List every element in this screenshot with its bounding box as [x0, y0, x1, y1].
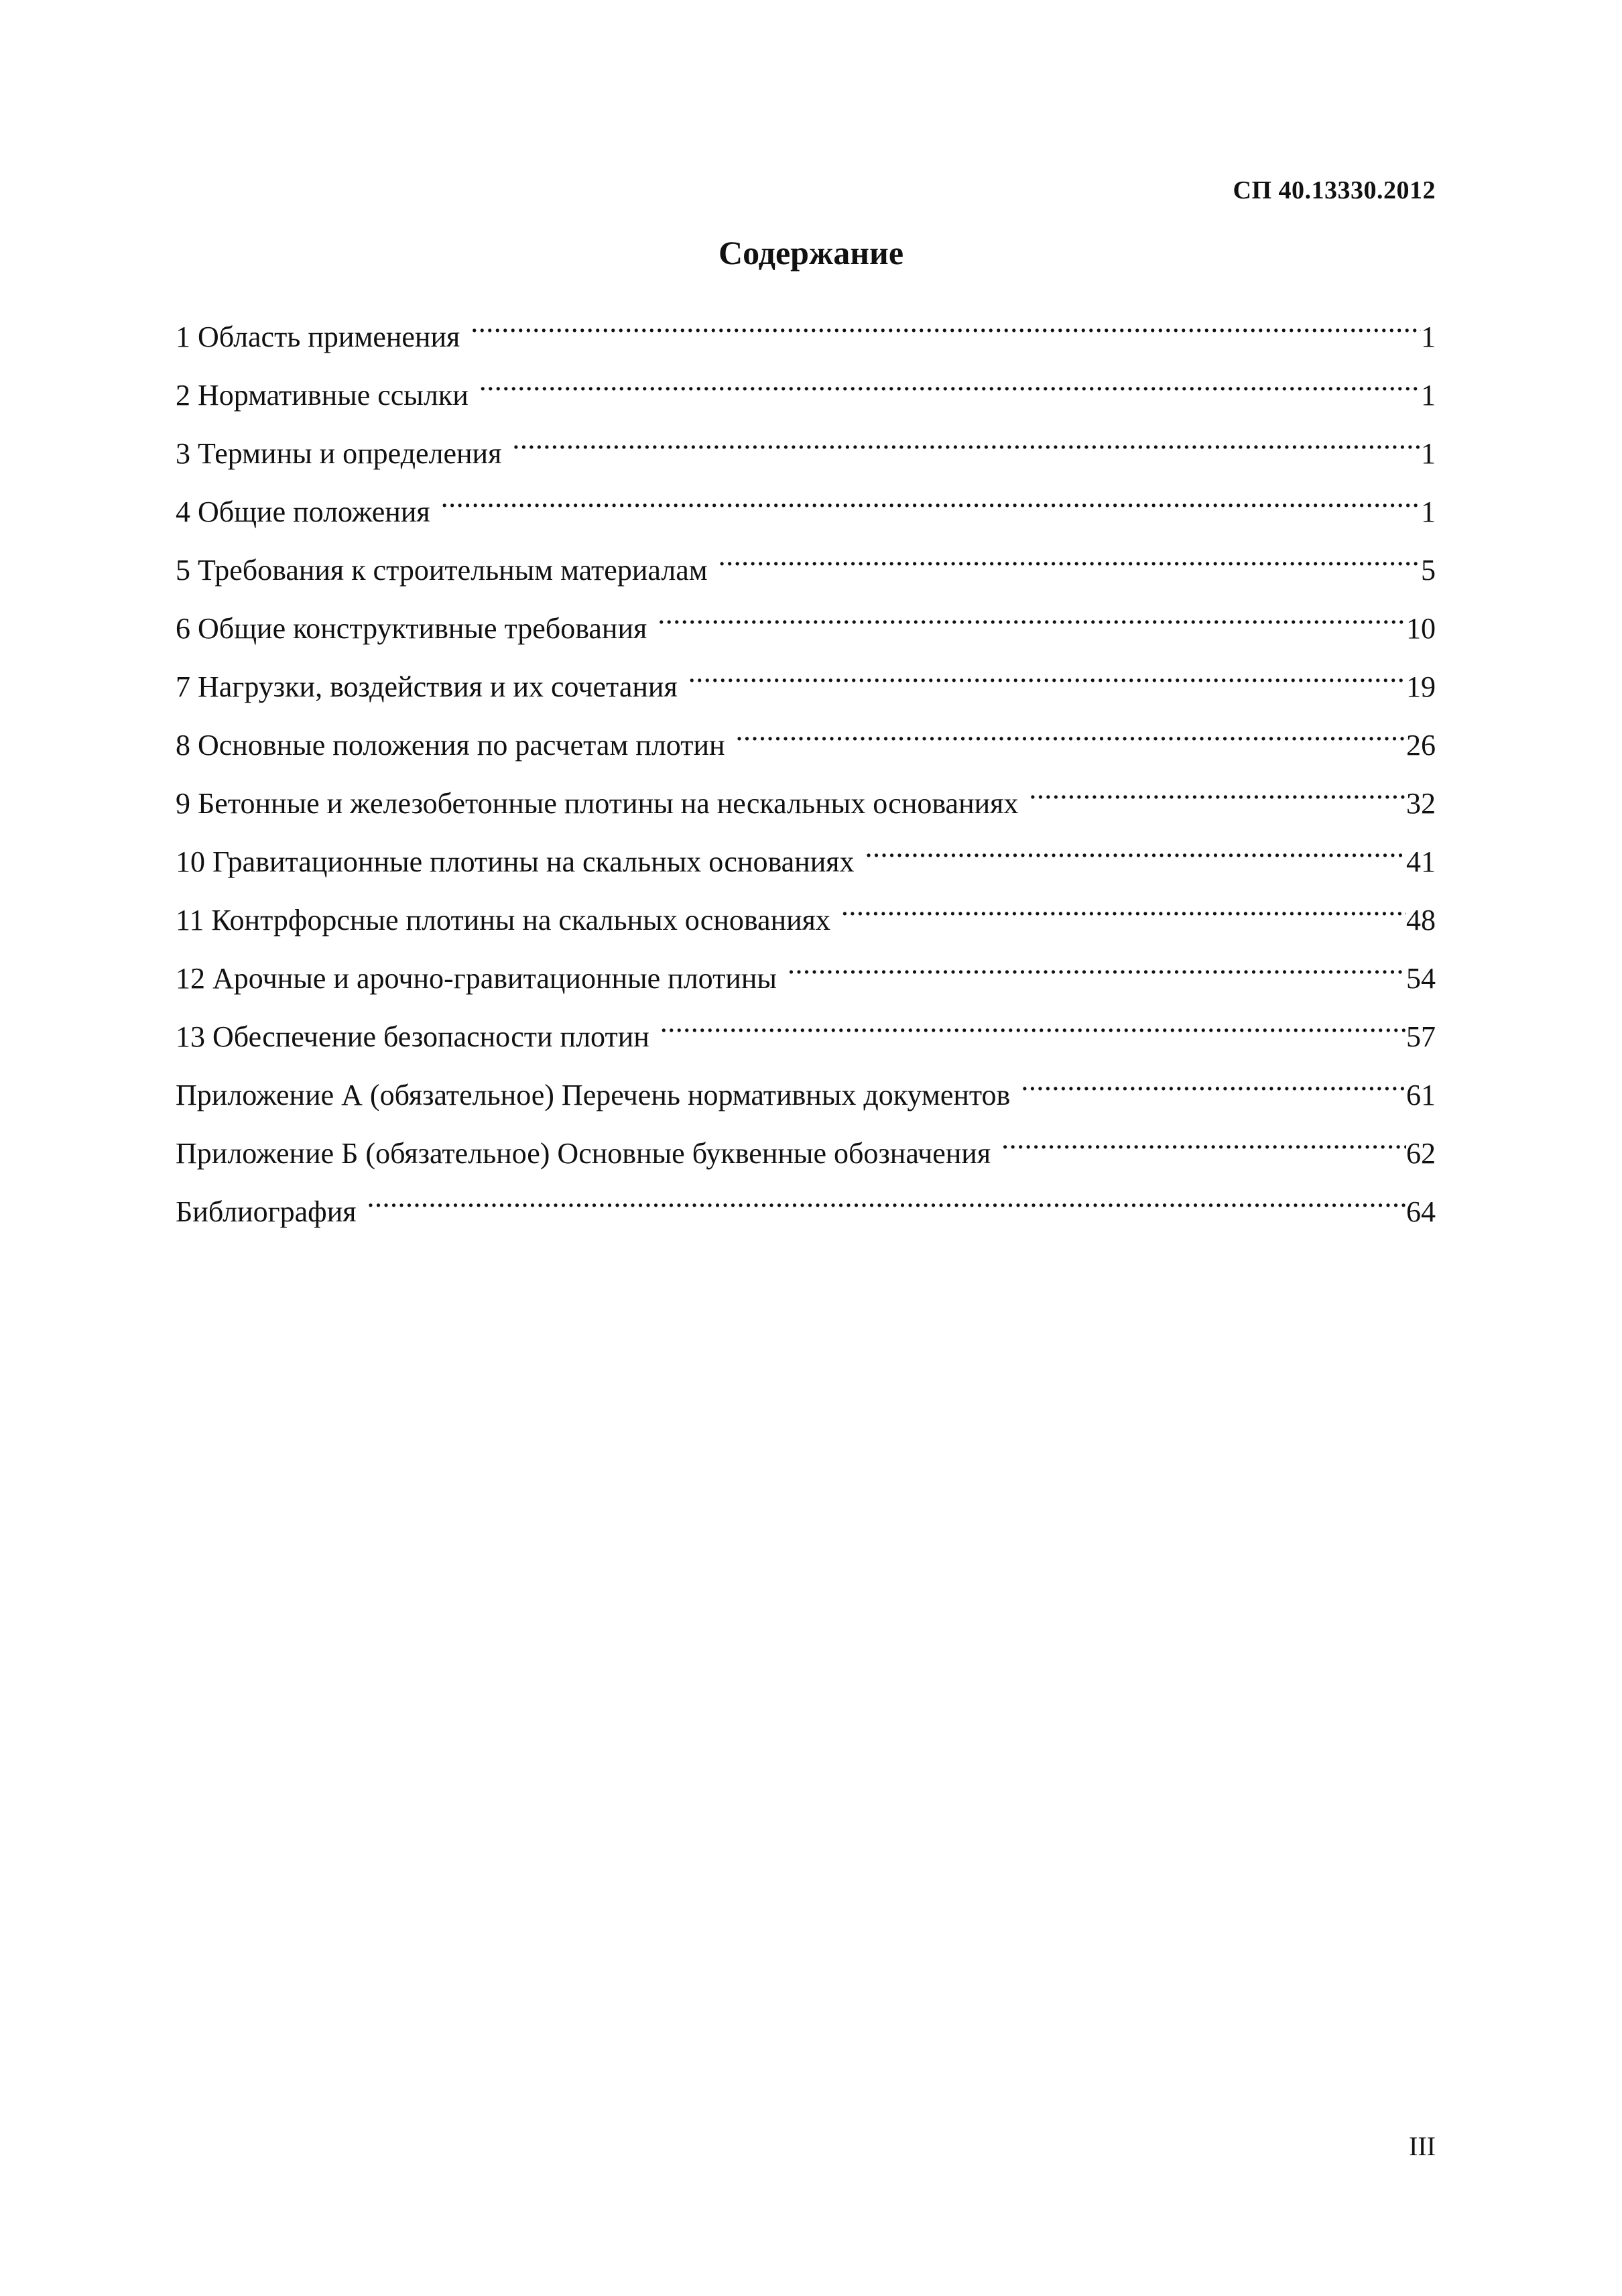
toc-item-page: 32: [1406, 787, 1436, 820]
toc-item-page: 48: [1406, 904, 1436, 936]
toc-item-text: 11 Контрфорсные плотины на скальных основаниях: [176, 904, 830, 936]
toc-item[interactable]: [176, 288, 1436, 353]
toc-dot-leader: [1029, 755, 1406, 813]
toc-dot-leader: [479, 347, 1421, 405]
toc-item-text: Библиография: [176, 1195, 357, 1228]
toc-item-page: 1: [1421, 320, 1436, 353]
toc-item-text: 2 Нормативные ссылки: [176, 379, 469, 412]
document-code: СП 40.13330.2012: [1233, 176, 1436, 204]
toc-item-text: 7 Нагрузки, воздействия и их сочетания: [176, 670, 678, 703]
toc-item-page: 61: [1406, 1079, 1436, 1111]
toc-item-page: 26: [1406, 729, 1436, 762]
toc-item-text: 8 Основные положения по расчетам плотин: [176, 729, 725, 762]
toc-dot-leader: [688, 638, 1406, 697]
toc-item-page: 57: [1406, 1020, 1436, 1053]
toc-dot-leader: [841, 871, 1406, 930]
toc-dot-leader: [367, 1163, 1406, 1221]
toc-item-text: Приложение А (обязательное) Перечень нормативных документов: [176, 1079, 1011, 1111]
toc-dot-leader: [441, 463, 1421, 522]
toc-item-page: 10: [1406, 612, 1436, 645]
toc-dot-leader: [719, 522, 1421, 580]
toc-dot-leader: [471, 288, 1421, 347]
toc-item-text: 3 Термины и определения: [176, 437, 502, 470]
toc-item-page: 41: [1406, 845, 1436, 878]
toc-dot-leader: [660, 988, 1406, 1046]
toc-item-text: Приложение Б (обязательное) Основные буквенные обозначения: [176, 1137, 991, 1170]
toc-dot-leader: [658, 580, 1406, 638]
toc-dot-leader: [1021, 1046, 1406, 1105]
toc-item-page: 1: [1421, 495, 1436, 528]
toc-item-page: 1: [1421, 437, 1436, 470]
toc-dot-leader: [865, 813, 1407, 871]
toc-item-text: 9 Бетонные и железобетонные плотины на нескальных основаниях: [176, 787, 1019, 820]
toc-dot-leader: [512, 405, 1421, 463]
toc-dot-leader: [788, 930, 1406, 988]
toc-item-page: 1: [1421, 379, 1436, 412]
toc-item-page: 62: [1406, 1137, 1436, 1170]
toc-item-text: 4 Общие положения: [176, 495, 430, 528]
toc-item-page: 19: [1406, 670, 1436, 703]
toc-dot-leader: [1001, 1105, 1406, 1163]
page-number: III: [1409, 2131, 1436, 2161]
toc-item-page: 64: [1406, 1195, 1436, 1228]
toc-item-text: 13 Обеспечение безопасности плотин: [176, 1020, 649, 1053]
toc-title: Содержание: [718, 234, 904, 271]
toc-item-text: 10 Гравитационные плотины на скальных основаниях: [176, 845, 855, 878]
table-of-contents: [176, 288, 1436, 1228]
toc-item-page: 5: [1421, 554, 1436, 587]
toc-item-page: 54: [1406, 962, 1436, 995]
toc-item-text: 12 Арочные и арочно-гравитационные плотины: [176, 962, 777, 995]
toc-item-text: 1 Область применения: [176, 320, 460, 353]
toc-dot-leader: [736, 697, 1406, 755]
toc-item-text: 6 Общие конструктивные требования: [176, 612, 647, 645]
toc-item-text: 5 Требования к строительным материалам: [176, 554, 708, 587]
